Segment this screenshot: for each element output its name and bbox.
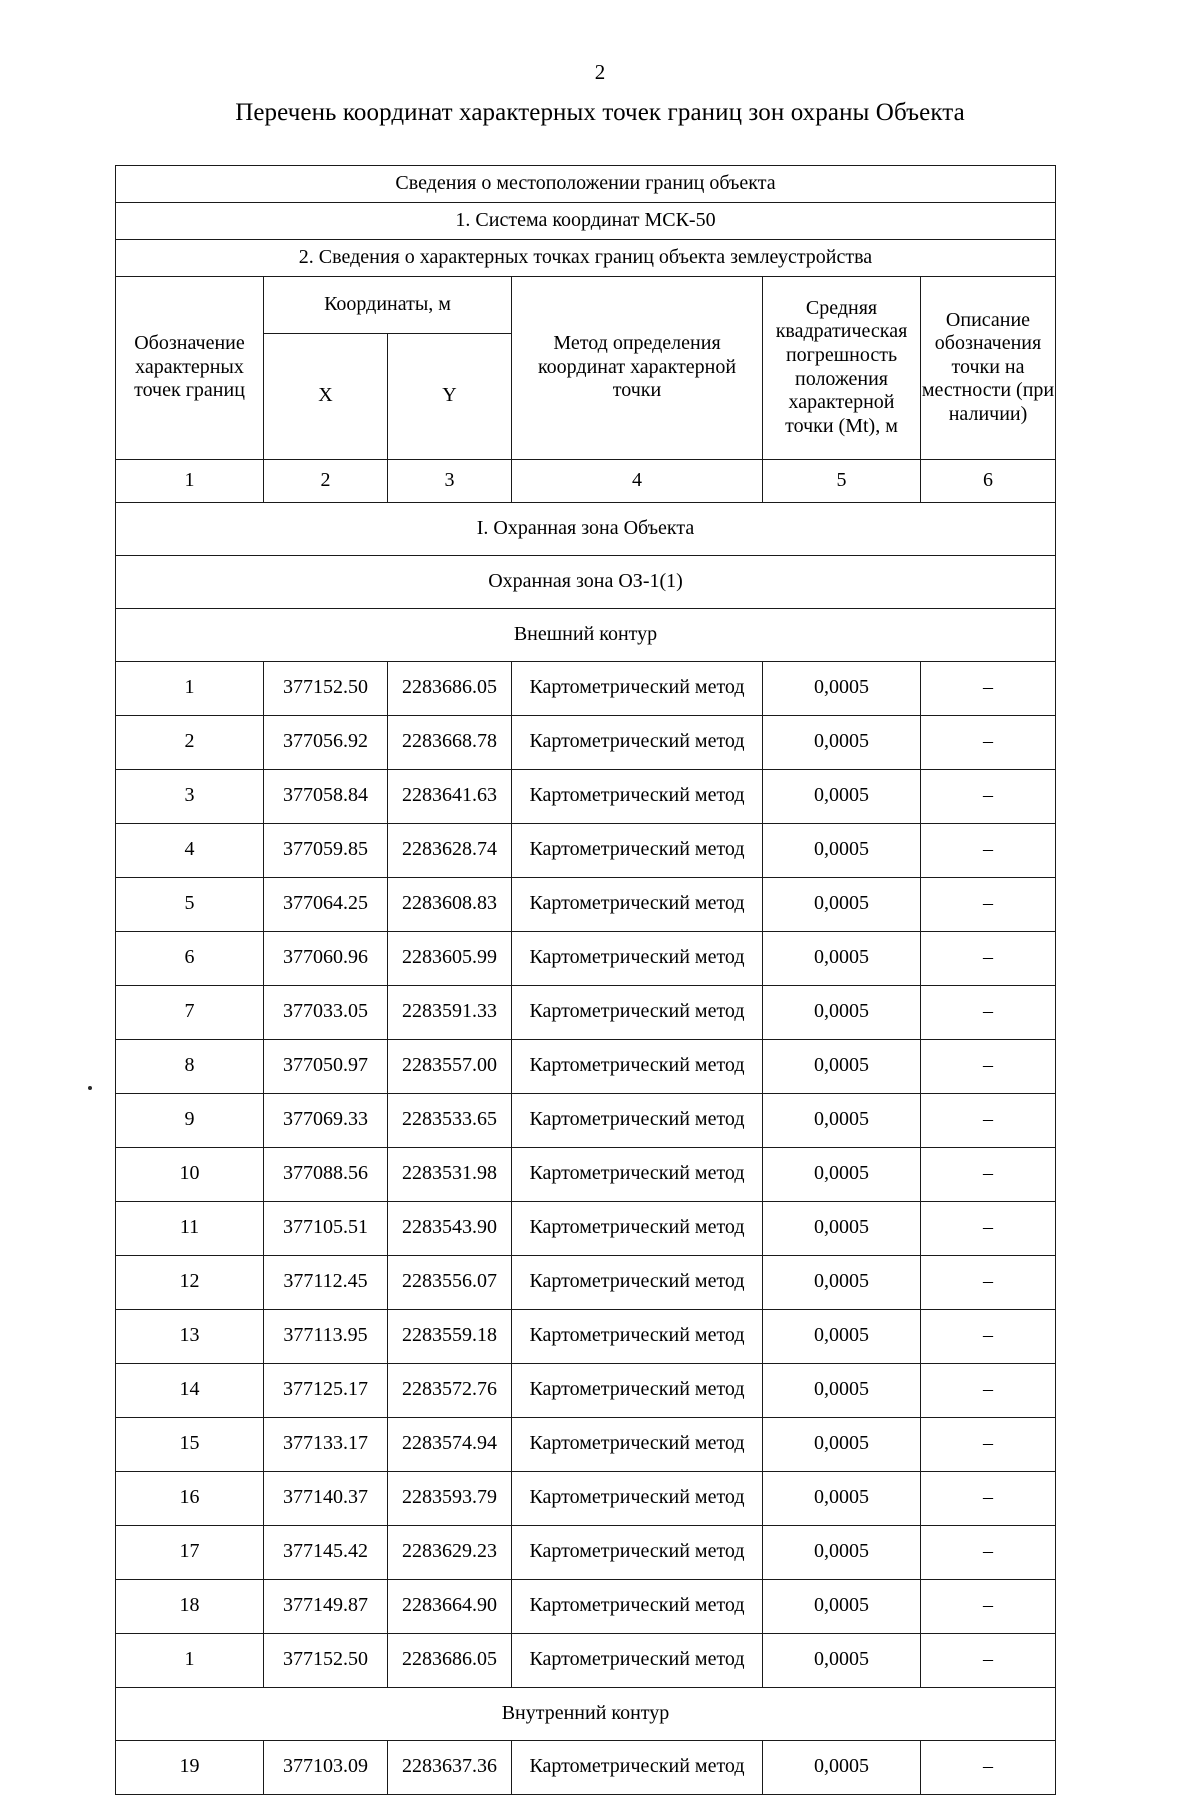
cell-description: – <box>921 769 1056 823</box>
cell-coord-y: 2283686.05 <box>388 1633 512 1687</box>
cell-point-number: 9 <box>116 1093 264 1147</box>
cell-coord-y: 2283686.05 <box>388 661 512 715</box>
cell-method: Картометрический метод <box>512 1039 763 1093</box>
column-number-4: 4 <box>512 459 763 502</box>
cell-method: Картометрический метод <box>512 1417 763 1471</box>
cell-mt: 0,0005 <box>763 931 921 985</box>
table-row <box>116 823 1056 877</box>
margin-mark <box>88 1086 92 1090</box>
cell-coord-x: 377050.97 <box>264 1039 388 1093</box>
cell-point-number: 7 <box>116 985 264 1039</box>
cell-coord-x: 377113.95 <box>264 1309 388 1363</box>
cell-method: Картометрический метод <box>512 1740 763 1794</box>
cell-description: – <box>921 985 1056 1039</box>
cell-point-number: 4 <box>116 823 264 877</box>
column-number-1: 1 <box>116 459 264 502</box>
cell-description: – <box>921 1093 1056 1147</box>
cell-coord-x: 377149.87 <box>264 1579 388 1633</box>
cell-description: – <box>921 1417 1056 1471</box>
cell-method: Картометрический метод <box>512 661 763 715</box>
cell-coord-y: 2283531.98 <box>388 1147 512 1201</box>
cell-coord-y: 2283628.74 <box>388 823 512 877</box>
page-number: 2 <box>594 60 606 84</box>
column-number-5: 5 <box>763 459 921 502</box>
cell-coord-x: 377064.25 <box>264 877 388 931</box>
section-row-zone <box>116 502 1056 555</box>
banner-info: Сведения о местоположении границ объекта <box>116 165 1056 202</box>
cell-description: – <box>921 931 1056 985</box>
table-row <box>116 1309 1056 1363</box>
cell-method: Картометрический метод <box>512 1255 763 1309</box>
cell-mt: 0,0005 <box>763 1309 921 1363</box>
table-row <box>116 715 1056 769</box>
table-row <box>116 1740 1056 1794</box>
cell-mt: 0,0005 <box>763 823 921 877</box>
table-row <box>116 1147 1056 1201</box>
table-body <box>116 165 1056 1794</box>
table-row <box>116 1255 1056 1309</box>
cell-coord-x: 377058.84 <box>264 769 388 823</box>
cell-description: – <box>921 1525 1056 1579</box>
cell-mt: 0,0005 <box>763 1093 921 1147</box>
cell-mt: 0,0005 <box>763 661 921 715</box>
cell-coord-x: 377060.96 <box>264 931 388 985</box>
section-label-protection-zone: I. Охранная зона Объекта <box>116 502 1056 555</box>
cell-coord-y: 2283668.78 <box>388 715 512 769</box>
cell-coord-y: 2283559.18 <box>388 1309 512 1363</box>
cell-coord-y: 2283591.33 <box>388 985 512 1039</box>
banner-point-info: 2. Сведения о характерных точках границ объекта землеустройства <box>116 239 1056 276</box>
table-row <box>116 877 1056 931</box>
cell-method: Картометрический метод <box>512 1363 763 1417</box>
section-row-inner-contour <box>116 1687 1056 1740</box>
cell-method: Картометрический метод <box>512 1633 763 1687</box>
banner-row-2 <box>116 202 1056 239</box>
cell-point-number: 8 <box>116 1039 264 1093</box>
cell-coord-y: 2283637.36 <box>388 1740 512 1794</box>
cell-coord-y: 2283572.76 <box>388 1363 512 1417</box>
table-row <box>116 769 1056 823</box>
cell-coord-y: 2283593.79 <box>388 1471 512 1525</box>
cell-description: – <box>921 715 1056 769</box>
cell-coord-y: 2283556.07 <box>388 1255 512 1309</box>
cell-description: – <box>921 823 1056 877</box>
column-number-6: 6 <box>921 459 1056 502</box>
header-row-main <box>116 276 1056 333</box>
cell-method: Картометрический метод <box>512 769 763 823</box>
cell-method: Картометрический метод <box>512 1201 763 1255</box>
cell-mt: 0,0005 <box>763 1201 921 1255</box>
table-row <box>116 1633 1056 1687</box>
table-row <box>116 1579 1056 1633</box>
cell-point-number: 1 <box>116 661 264 715</box>
header-coord-x: X <box>264 333 388 459</box>
cell-coord-y: 2283543.90 <box>388 1201 512 1255</box>
column-number-3: 3 <box>388 459 512 502</box>
cell-mt: 0,0005 <box>763 1039 921 1093</box>
cell-point-number: 3 <box>116 769 264 823</box>
cell-method: Картометрический метод <box>512 1309 763 1363</box>
cell-mt: 0,0005 <box>763 769 921 823</box>
cell-description: – <box>921 661 1056 715</box>
cell-coord-x: 377152.50 <box>264 1633 388 1687</box>
cell-mt: 0,0005 <box>763 1740 921 1794</box>
table-row <box>116 1525 1056 1579</box>
cell-description: – <box>921 1039 1056 1093</box>
cell-mt: 0,0005 <box>763 1633 921 1687</box>
cell-description: – <box>921 1309 1056 1363</box>
cell-coord-x: 377056.92 <box>264 715 388 769</box>
cell-point-number: 12 <box>116 1255 264 1309</box>
cell-mt: 0,0005 <box>763 715 921 769</box>
cell-coord-x: 377033.05 <box>264 985 388 1039</box>
cell-coord-y: 2283605.99 <box>388 931 512 985</box>
header-coord-y: Y <box>388 333 512 459</box>
cell-mt: 0,0005 <box>763 1579 921 1633</box>
cell-mt: 0,0005 <box>763 1471 921 1525</box>
coordinates-table <box>115 165 1056 1795</box>
cell-mt: 0,0005 <box>763 1525 921 1579</box>
table-row <box>116 1363 1056 1417</box>
cell-method: Картометрический метод <box>512 1147 763 1201</box>
cell-method: Картометрический метод <box>512 1579 763 1633</box>
cell-point-number: 16 <box>116 1471 264 1525</box>
section-row-outer-contour <box>116 608 1056 661</box>
table-row <box>116 1201 1056 1255</box>
header-mean-square-error: Средняя квадратическая погрешность положения характерной точки (Mt), м <box>763 276 921 459</box>
cell-coord-x: 377088.56 <box>264 1147 388 1201</box>
table-row <box>116 985 1056 1039</box>
cell-point-number: 10 <box>116 1147 264 1201</box>
cell-point-number: 19 <box>116 1740 264 1794</box>
cell-mt: 0,0005 <box>763 877 921 931</box>
cell-method: Картометрический метод <box>512 931 763 985</box>
cell-point-number: 5 <box>116 877 264 931</box>
cell-mt: 0,0005 <box>763 985 921 1039</box>
cell-description: – <box>921 877 1056 931</box>
cell-description: – <box>921 1579 1056 1633</box>
cell-method: Картометрический метод <box>512 1471 763 1525</box>
header-description: Описание обозначения точки на местности (при наличии) <box>921 276 1056 459</box>
cell-mt: 0,0005 <box>763 1417 921 1471</box>
cell-description: – <box>921 1201 1056 1255</box>
cell-point-number: 15 <box>116 1417 264 1471</box>
cell-point-number: 2 <box>116 715 264 769</box>
cell-coord-y: 2283574.94 <box>388 1417 512 1471</box>
cell-mt: 0,0005 <box>763 1363 921 1417</box>
section-label-zone-oz-1: Охранная зона ОЗ-1(1) <box>116 555 1056 608</box>
table-row <box>116 1417 1056 1471</box>
cell-point-number: 14 <box>116 1363 264 1417</box>
cell-coord-x: 377112.45 <box>264 1255 388 1309</box>
cell-point-number: 17 <box>116 1525 264 1579</box>
cell-point-number: 13 <box>116 1309 264 1363</box>
cell-method: Картометрический метод <box>512 715 763 769</box>
cell-coord-y: 2283641.63 <box>388 769 512 823</box>
cell-point-number: 11 <box>116 1201 264 1255</box>
cell-point-number: 6 <box>116 931 264 985</box>
cell-point-number: 18 <box>116 1579 264 1633</box>
cell-description: – <box>921 1740 1056 1794</box>
cell-method: Картометрический метод <box>512 1525 763 1579</box>
table-row <box>116 661 1056 715</box>
cell-description: – <box>921 1147 1056 1201</box>
cell-description: – <box>921 1633 1056 1687</box>
cell-coord-y: 2283533.65 <box>388 1093 512 1147</box>
cell-coord-x: 377105.51 <box>264 1201 388 1255</box>
document-page <box>0 60 1200 1778</box>
cell-description: – <box>921 1255 1056 1309</box>
header-coordinates-group: Координаты, м <box>264 276 512 333</box>
header-method: Метод определения координат характерной точки <box>512 276 763 459</box>
cell-coord-x: 377069.33 <box>264 1093 388 1147</box>
table-row <box>116 1093 1056 1147</box>
table-row <box>116 931 1056 985</box>
column-number-row <box>116 459 1056 502</box>
cell-mt: 0,0005 <box>763 1255 921 1309</box>
column-number-2: 2 <box>264 459 388 502</box>
cell-coord-y: 2283608.83 <box>388 877 512 931</box>
section-label-inner-contour: Внутренний контур <box>116 1687 1056 1740</box>
banner-row-1 <box>116 165 1056 202</box>
cell-coord-x: 377059.85 <box>264 823 388 877</box>
cell-coord-x: 377103.09 <box>264 1740 388 1794</box>
cell-coord-y: 2283557.00 <box>388 1039 512 1093</box>
cell-description: – <box>921 1363 1056 1417</box>
cell-coord-x: 377140.37 <box>264 1471 388 1525</box>
section-label-outer-contour: Внешний контур <box>116 608 1056 661</box>
cell-coord-y: 2283664.90 <box>388 1579 512 1633</box>
cell-coord-x: 377133.17 <box>264 1417 388 1471</box>
table-row <box>116 1039 1056 1093</box>
section-row-zone-id <box>116 555 1056 608</box>
cell-point-number: 1 <box>116 1633 264 1687</box>
cell-method: Картометрический метод <box>512 823 763 877</box>
page-title: Перечень координат характерных точек границ зон охраны Объекта <box>235 99 965 126</box>
cell-coord-x: 377152.50 <box>264 661 388 715</box>
cell-coord-x: 377125.17 <box>264 1363 388 1417</box>
table-row <box>116 1471 1056 1525</box>
cell-description: – <box>921 1471 1056 1525</box>
cell-coord-x: 377145.42 <box>264 1525 388 1579</box>
banner-row-3 <box>116 239 1056 276</box>
cell-coord-y: 2283629.23 <box>388 1525 512 1579</box>
cell-method: Картометрический метод <box>512 985 763 1039</box>
cell-method: Картометрический метод <box>512 1093 763 1147</box>
banner-coordinate-system: 1. Система координат МСК-50 <box>116 202 1056 239</box>
cell-mt: 0,0005 <box>763 1147 921 1201</box>
header-point-designation: Обозначение характерных точек границ <box>116 276 264 459</box>
cell-method: Картометрический метод <box>512 877 763 931</box>
